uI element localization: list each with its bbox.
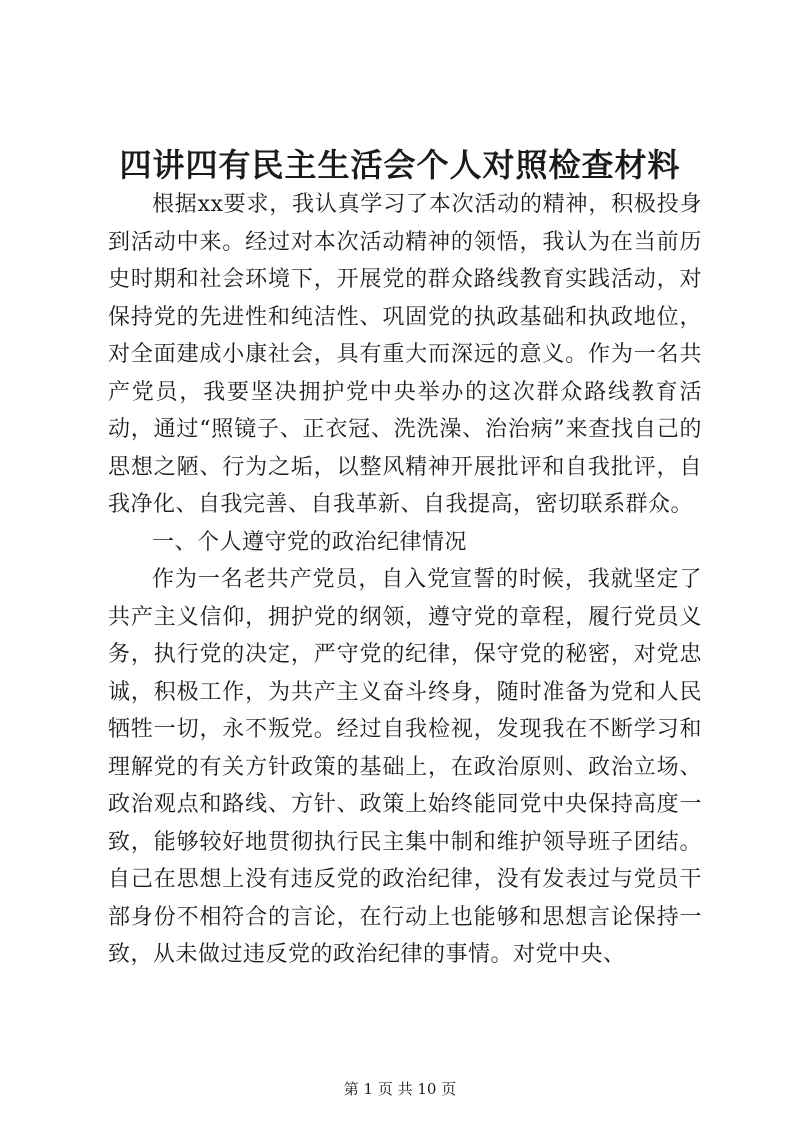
paragraph-intro: 根据xx要求，我认真学习了本次活动的精神，积极投身到活动中来。经过对本次活动精神的领悟，我认为在当前历史时期和社会环境下，开展党的群众路线教育实践活动，对保持党的先进性和纯洁性、巩固党的执政基础和执政地位，对全面建成小康社会，具有重大而深远的意义。作为一名共产党员，我要坚决拥护党中央举办的这次群众路线教育活动，通过“照镜子、正衣冠、洗洗澡、治治病”来查找自己的思想之陋、行为之垢，以整风精神开展批评和自我批评，自我净化、自我完善、自我革新、自我提高，密切联系群众。 (108, 192, 702, 517)
document-title: 四讲四有民主生活会个人对照检查材料 (119, 146, 681, 184)
document-body (108, 186, 702, 974)
section-heading-1: 一、个人遵守党的政治纪律情况 (152, 529, 468, 555)
paragraph-section-1: 作为一名老共产党员，自入党宣誓的时候，我就坚定了共产主义信仰，拥护党的纲领，遵守党的章程，履行党员义务，执行党的决定，严守党的纪律，保守党的秘密，对党忠诚，积极工作，为共产主义奋斗终身，随时准备为党和人民牺牲一切，永不叛党。经过自我检视，发现我在不断学习和理解党的有关方针政策的基础上，在政治原则、政治立场、政治观点和路线、方针、政策上始终能同党中央保持高度一致，能够较好地贯彻执行民主集中制和维护领导班子团结。自己在思想上没有违反党的政治纪律，没有发表过与党员干部身份不相符合的言论，在行动上也能够和思想言论保持一致，从未做过违反党的政治纪律的事情。对党中央、 (108, 567, 702, 967)
page-footer: 第 1 页 共 10 页 (343, 1080, 457, 1098)
